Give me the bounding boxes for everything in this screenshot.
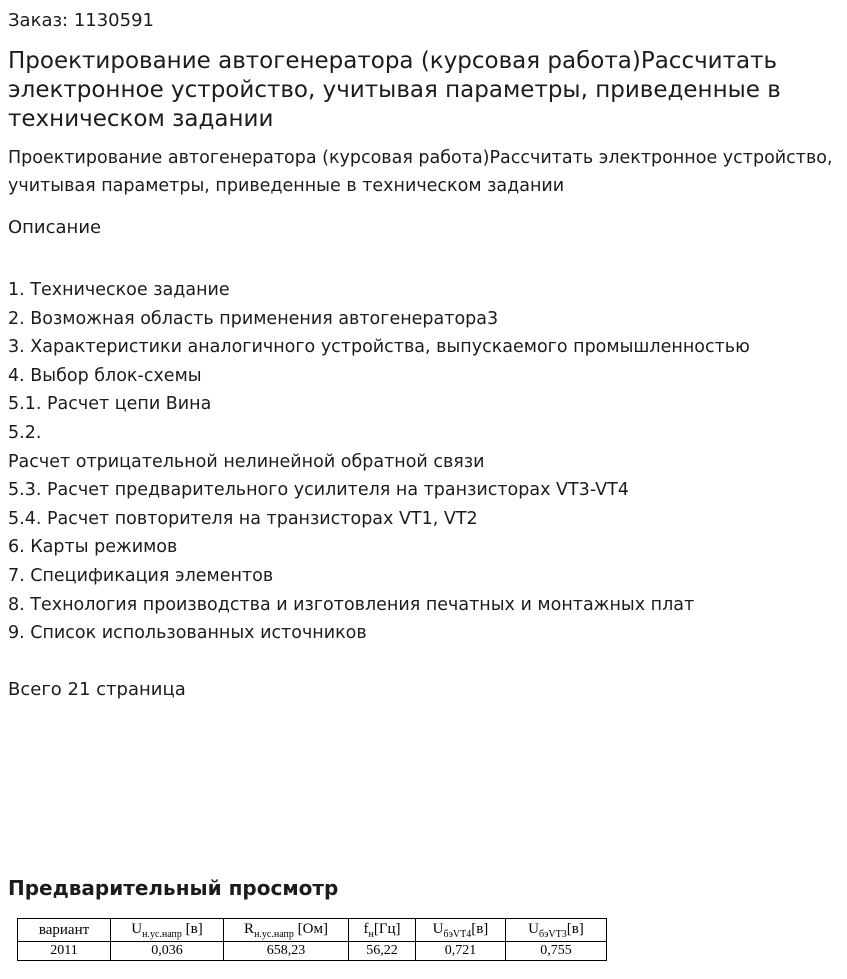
toc-item: 2. Возможная область применения автогенератора3 <box>8 308 499 329</box>
toc-item: 1. Техническое задание <box>8 280 230 300</box>
table-cell: 56,22 <box>349 942 416 961</box>
table-cell: 658,23 <box>224 942 349 961</box>
toc-item: Расчет отрицательной нелинейной обратной связи <box>8 451 485 472</box>
table-header-cell: вариант <box>18 919 111 942</box>
toc-item: 3. Характеристики аналогичного устройства, выпускаемого промышленностью <box>8 337 750 358</box>
description-label: Описание <box>8 217 102 238</box>
table-row <box>18 942 607 961</box>
toc-item: 4. Выбор блок-схемы <box>8 365 202 386</box>
toc-item: 5.1. Расчет цепи Вина <box>8 394 212 415</box>
table-cell: 0,755 <box>506 942 607 961</box>
preview-heading: Предварительный просмотр <box>8 876 339 900</box>
preview-table <box>17 918 607 961</box>
toc-item: 5.4. Расчет повторителя на транзисторах VT1, VT2 <box>8 508 478 529</box>
table-header-cell: $f_н[Гц]$ <box>349 919 416 942</box>
page-subtitle: Проектирование автогенератора (курсовая работа)Рассчитать электронное устройство, учитывая параметры, приведенные в техническом задании <box>8 148 833 196</box>
table-cell: 0,721 <box>416 942 506 961</box>
toc-item: 7. Спецификация элементов <box>8 565 274 586</box>
table-header-row <box>18 919 607 942</box>
table-of-contents <box>8 276 838 648</box>
toc-item: 5.2. <box>8 422 42 443</box>
toc-item: 8. Технология производства и изготовления печатных и монтажных плат <box>8 594 695 615</box>
toc-item: 6. Карты режимов <box>8 537 178 558</box>
table-header-cell: $R_{н.ус.напр}$ [Ом] <box>224 919 349 942</box>
table-header-cell: $U_{н.ус.напр}$ [в] <box>111 919 224 942</box>
table-cell: 2011 <box>18 942 111 961</box>
page-title: Проектирование автогенератора (курсовая работа)Рассчитать электронное устройство, учитывая параметры, приведенные в техническом задании <box>8 48 781 132</box>
table-cell: 0,036 <box>111 942 224 961</box>
toc-item: 5.3. Расчет предварительного усилителя на транзисторах VT3-VT4 <box>8 480 629 501</box>
total-pages: Всего 21 страница <box>8 679 186 700</box>
table-header-cell: $U_{бэVT4}[в]$ <box>416 919 506 942</box>
toc-item: 9. Список использованных источников <box>8 623 367 644</box>
table-header-cell: $U_{бэVT3}[в]$ <box>506 919 607 942</box>
order-number: Заказ: 1130591 <box>8 10 154 31</box>
